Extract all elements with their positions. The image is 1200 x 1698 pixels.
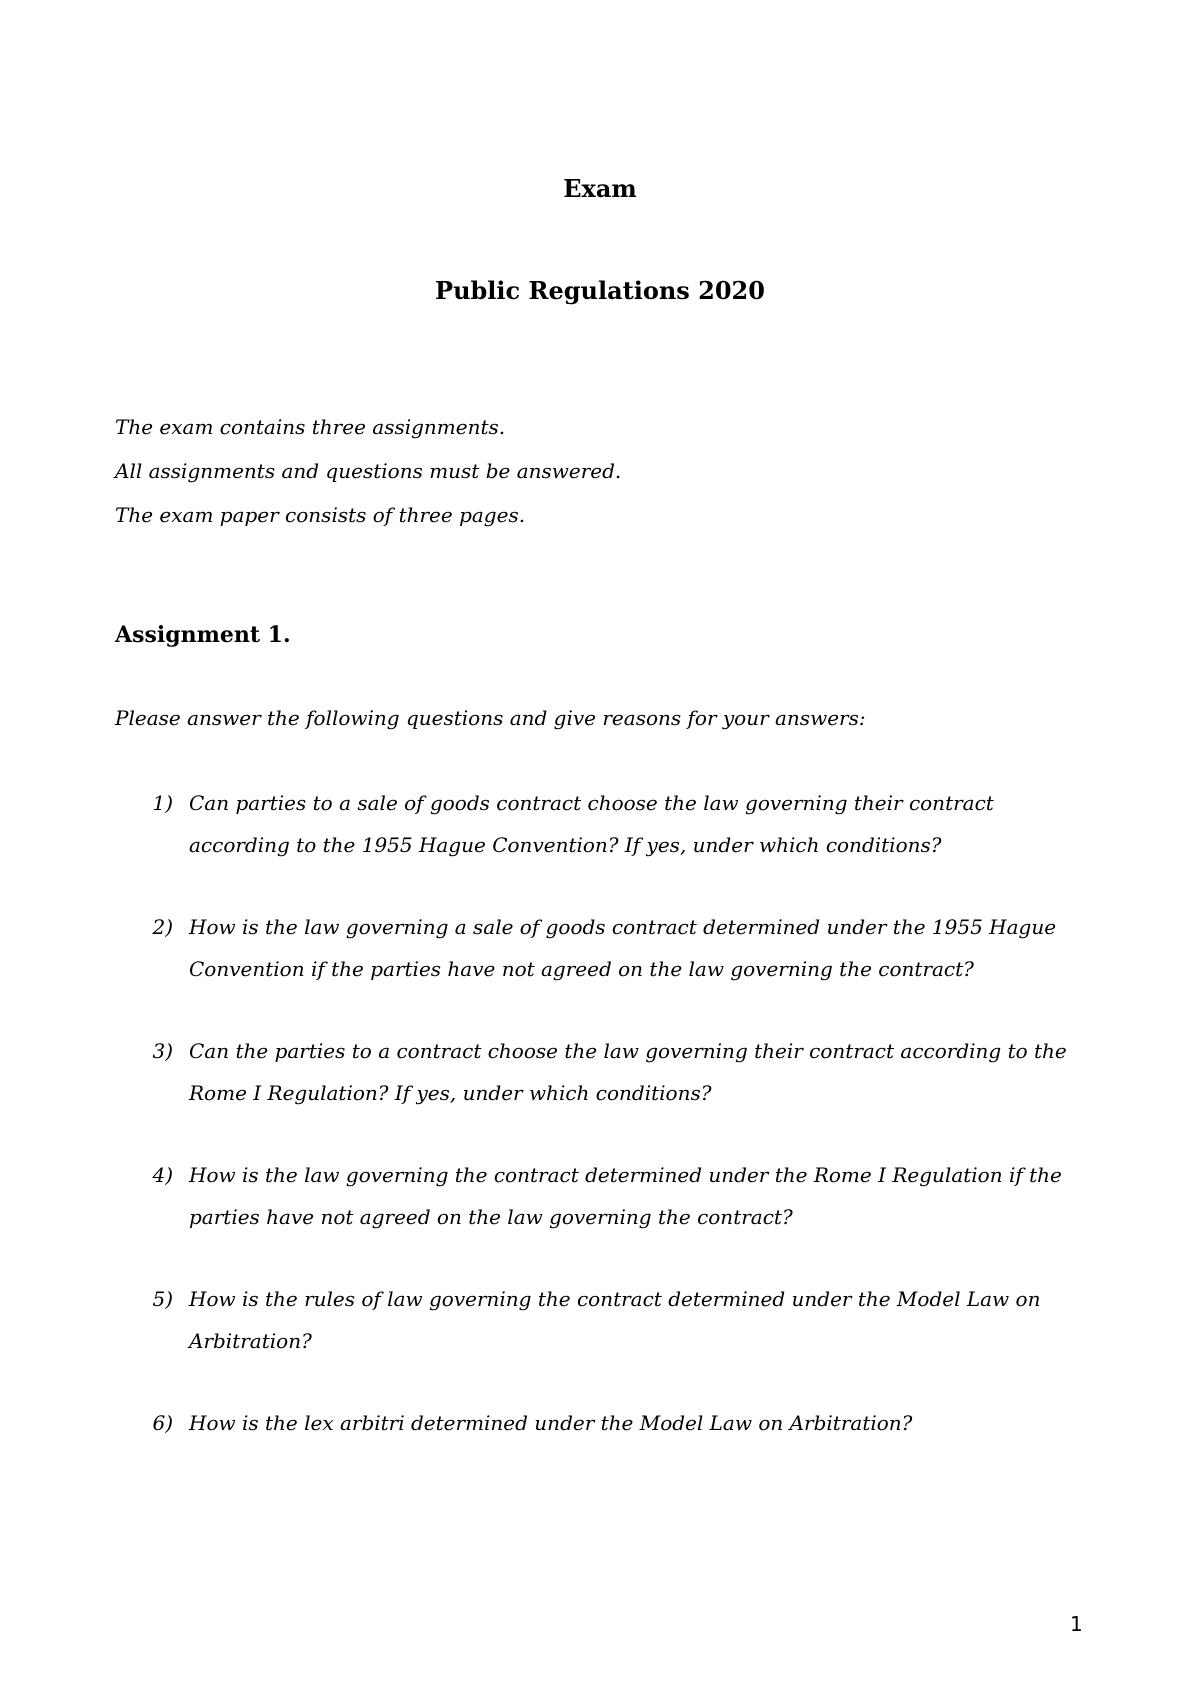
question-text: How is the law governing the contract determined under the Rome I Regulation if the parties have not agreed on the law governing the contract? (189, 1163, 1062, 1229)
question-text: How is the law governing a sale of goods contract determined under the 1955 Hague Convention if the parties have not agreed on the law governing the contract? (189, 915, 1057, 981)
question-text: How is the lex arbitri determined under the Model Law on Arbitration? (189, 1411, 913, 1435)
intro-line: The exam paper consists of three pages. (115, 503, 526, 527)
document-title: Exam (563, 174, 637, 203)
exam-intro (115, 405, 621, 537)
question-number: 2) (152, 915, 173, 939)
question-item (115, 906, 1090, 990)
question-item (115, 1030, 1090, 1114)
question-list (115, 782, 1090, 1484)
question-item (115, 1402, 1090, 1444)
question-item (115, 1278, 1090, 1362)
question-text: Can the parties to a contract choose the law governing their contract according to the Rome I Regulation? If yes, under which conditions? (189, 1039, 1067, 1105)
question-number: 5) (152, 1287, 173, 1311)
question-item (115, 1154, 1090, 1238)
question-number: 4) (152, 1163, 173, 1187)
intro-line: The exam contains three assignments. (115, 415, 506, 439)
question-text: Can parties to a sale of goods contract choose the law governing their contract according to the 1955 Hague Convention? If yes, under which conditions? (189, 791, 994, 857)
page-number: 1 (1070, 1612, 1083, 1636)
question-text: How is the rules of law governing the contract determined under the Model Law on Arbitration? (189, 1287, 1041, 1353)
assignment-heading: Assignment 1. (115, 622, 291, 648)
assignment-instruction: Please answer the following questions and give reasons for your answers: (115, 706, 866, 730)
intro-line: All assignments and questions must be answered. (115, 459, 622, 483)
course-title: Public Regulations 2020 (435, 276, 765, 305)
question-number: 3) (152, 1039, 173, 1063)
question-number: 6) (152, 1411, 173, 1435)
question-number: 1) (152, 791, 173, 815)
question-item (115, 782, 1090, 866)
